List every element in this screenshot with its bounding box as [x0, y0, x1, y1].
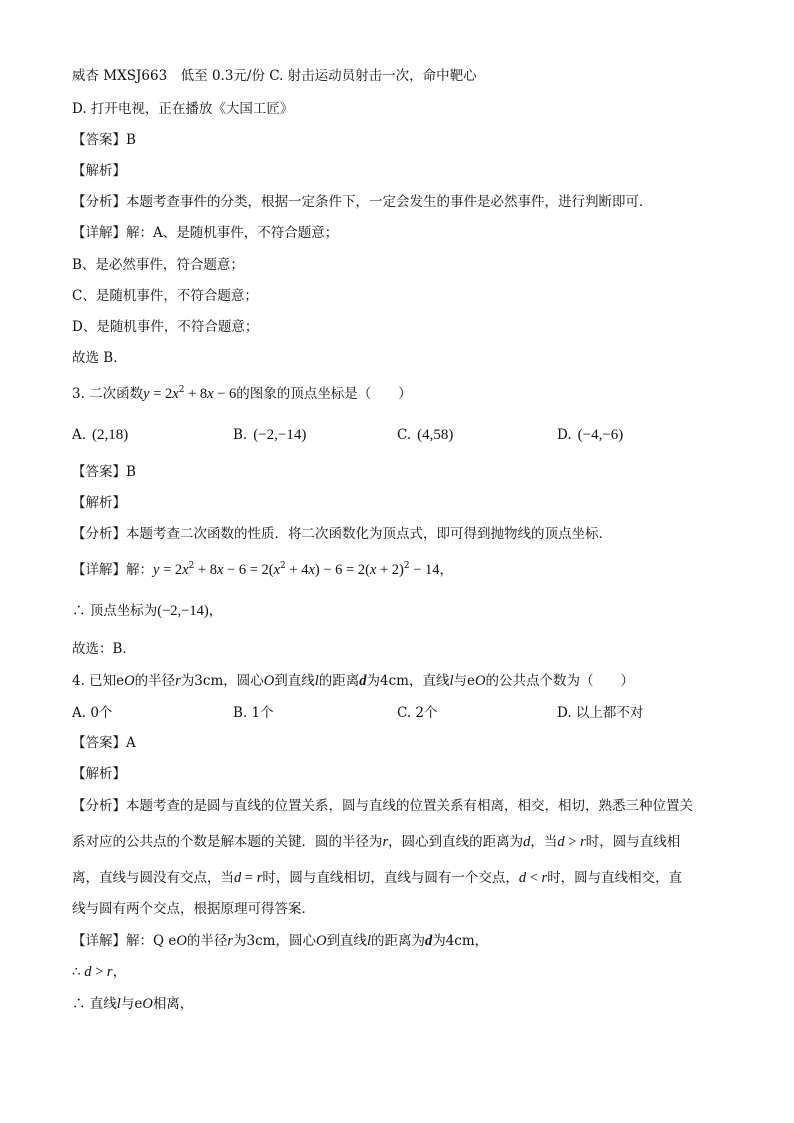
q4-conclusion-2: ∴ 直线l与eO相离，	[72, 996, 194, 1012]
analysis-text: 【分析】本题考查事件的分类，根据一定条件下，一定会发生的事件是必然事件，进行判断即可．	[72, 194, 653, 210]
q4-analysis-label: 【解析】	[72, 766, 126, 782]
q4-option-d[interactable]: D. 以上都不对	[557, 705, 644, 721]
detail-text: 【详解】解：A、是随机事件，不符合题意；	[72, 225, 339, 241]
q3-choose: 故选：B．	[72, 641, 136, 657]
q3-option-d[interactable]: D. (−4,−6)	[557, 427, 624, 443]
detail-c: C、是随机事件，不符合题意；	[72, 288, 258, 304]
q3-vertex: ∴ 顶点坐标为(−2,−14)，	[72, 603, 223, 619]
q4-option-b[interactable]: B. 1个	[233, 705, 274, 721]
q4-detail: 【详解】解：Q eO的半径r为3cm，圆心O到直线l的距离为d为4cm，	[72, 933, 489, 949]
q4-option-c[interactable]: C. 2个	[397, 705, 438, 721]
choose-text: 故选 B．	[72, 350, 127, 366]
q3-stem: 3. 二次函数$y = 2x^2 + 8x - 6$的图象的顶点坐标是（ ）	[72, 384, 412, 402]
detail-b: B、是必然事件，符合题意；	[72, 257, 244, 273]
q4-analysis-4: 线与圆有两个交点，根据原理可得答案．	[72, 901, 315, 917]
q3-option-b[interactable]: B. (−2,−14)	[233, 427, 307, 443]
q4-conclusion-1: ∴ d > r，	[72, 964, 127, 980]
text-line-1: 威杏 MXSJ663 低至 0.3元/份 C. 射击运动员射击一次，命中靶心	[72, 68, 477, 84]
q4-option-a[interactable]: A. 0个	[72, 705, 113, 721]
analysis-label: 【解析】	[72, 163, 126, 179]
q4-stem: 4. 已知eO的半径r为3cm，圆心O到直线l的距离d为4cm，直线l与eO的公共点个数为（ ）	[72, 673, 634, 689]
q3-detail: 【详解】解：$y = 2x^2 + 8x - 6 = 2(x^2 + 4x) - 6 = 2(x + 2)^2 - 14$，	[72, 560, 454, 578]
q3-analysis: 【分析】本题考查二次函数的性质．将二次函数化为顶点式，即可得到抛物线的顶点坐标．	[72, 526, 612, 542]
q3-option-c[interactable]: C. (4,58)	[397, 427, 454, 443]
q4-answer: 【答案】A	[72, 735, 136, 751]
q3-analysis-label: 【解析】	[72, 495, 126, 511]
q3-function: y	[143, 386, 150, 402]
q3-option-a[interactable]: A. (2,18)	[72, 427, 129, 443]
q4-analysis-2: 系对应的公共点的个数是解本题的关键．圆的半径为r，圆心到直线的距离为d，当d > r时，圆与直线相	[72, 834, 681, 850]
detail-d: D、是随机事件，不符合题意；	[72, 319, 259, 335]
q4-analysis-1: 【分析】本题考查的是圆与直线的位置关系，圆与直线的位置关系有相离，相交，相切，熟悉三种位置关	[72, 798, 693, 814]
q3-answer: 【答案】B	[72, 464, 136, 480]
option-d-text: D. 打开电视，正在播放《大国工匠》	[72, 101, 294, 117]
answer-label: 【答案】B	[72, 132, 136, 148]
q4-analysis-3: 离，直线与圆没有交点，当d = r时，圆与直线相切，直线与圆有一个交点，d < r时，圆与直线相交，直	[72, 870, 683, 886]
